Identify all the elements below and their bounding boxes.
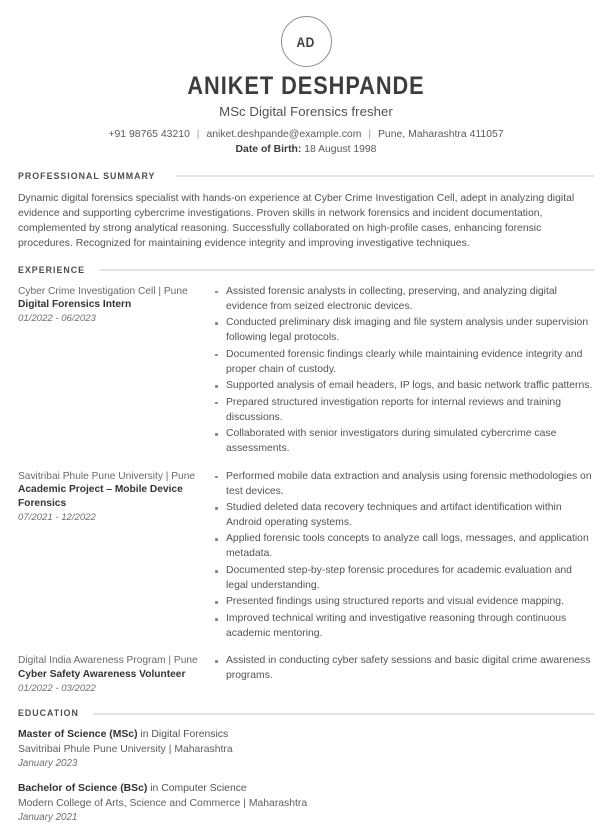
experience-dates: 07/2021 - 12/2022 [18,511,96,523]
bullet-item: Improved technical writing and investigative reasoning through continuous academic mentoring. [212,612,594,642]
experience-dates: 01/2022 - 03/2022 [18,682,96,694]
experience-list [18,285,594,696]
experience-entry [18,470,594,644]
education-entry [18,728,594,771]
bullet-item: Collaborated with senior investigators during simulated cybercrime case assessments. [212,427,594,457]
bullet-item: Presented findings using structured reports and visual evidence mapping. [212,595,594,610]
bullet-item: Assisted forensic analysts in collecting, preserving, and analyzing digital evidence from seized electronic devices. [212,285,594,315]
bullet-list [212,654,594,684]
experience-dates: 01/2022 - 06/2023 [18,313,96,325]
education-list [18,728,594,825]
date-of-birth-line [18,143,594,158]
contact-phone: +91 98765 43210 [108,129,190,141]
section-divider [100,269,594,271]
education-degree-title: Master of Science (MSc) [18,729,138,741]
education-school: Modern College of Arts, Science and Commerce | Maharashtra [18,797,308,809]
experience-bullets [210,470,594,644]
education-date: January 2021 [18,812,78,824]
bullet-item: Documented step-by-step forensic procedures for academic evaluation and legal understanding. [212,564,594,594]
experience-bullets [210,285,594,459]
contact-separator-2: | [368,129,372,141]
contact-separator-1: | [196,129,200,141]
experience-organization: Cyber Crime Investigation Cell | Pune [18,285,188,297]
avatar [281,16,332,67]
education-degree-title: Bachelor of Science (BSc) [18,783,148,795]
experience-meta [18,654,210,695]
contact-email[interactable]: aniket.deshpande@example.com [206,129,362,141]
contact-location: Pune, Maharashtra 411057 [377,129,504,141]
avatar-initials: AD [296,33,316,50]
resume-header [18,0,594,158]
bullet-list [212,470,594,642]
bullet-item: Studied deleted data recovery techniques and artifact identification within Android operating systems. [212,501,594,531]
candidate-headline: MSc Digital Forensics fresher [219,104,393,120]
experience-meta [18,285,210,326]
education-school: Savitribai Phule Pune University | Maharashtra [18,743,233,755]
section-title-summary: PROFESSIONAL SUMMARY [18,170,156,182]
experience-meta [18,470,210,525]
section-title-experience: EXPERIENCE [18,264,86,276]
education-degree [18,782,594,797]
section-divider [176,175,594,177]
bullet-item: Performed mobile data extraction and analysis using forensic methodologies on test devices. [212,470,594,500]
bullet-item: Documented forensic findings clearly while maintaining evidence integrity and proper chain of custody. [212,348,594,378]
section-header-summary [18,171,594,182]
bullet-item: Conducted preliminary disk imaging and file system analysis under supervision following legal protocols. [212,316,594,346]
education-entry [18,782,594,825]
candidate-name: ANIKET DESHPANDE [187,72,425,100]
education-date: January 2023 [18,758,78,770]
date-of-birth-label: Date of Birth: [235,144,302,156]
contact-line [18,128,594,143]
experience-organization: Digital India Awareness Program | Pune [18,655,198,667]
bullet-item: Supported analysis of email headers, IP logs, and basic network traffic patterns. [212,379,594,394]
bullet-item: Prepared structured investigation reports for internal reviews and training discussions. [212,396,594,426]
bullet-item: Assisted in conducting cyber safety sessions and basic digital crime awareness programs. [212,654,594,684]
bullet-item: Applied forensic tools concepts to analyze call logs, messages, and application metadata. [212,532,594,562]
experience-role: Cyber Safety Awareness Volunteer [18,669,186,681]
section-header-education [18,708,594,719]
summary-text: Dynamic digital forensics specialist with hands-on experience at Cyber Crime Investigation Cell, adept in analyzing digital evidence and supporting cybercrime investigations. Proven skills in network forensics and incident documentation, complemented by strong analytical reasoning. Successfully collaborated on high-profile cases, enhancing forensic procedures. Recognized for maintaining evidence integrity and improving investigative techniques. [18,192,575,250]
experience-role: Digital Forensics Intern [18,299,132,311]
experience-bullets [210,654,594,685]
education-degree-field: in Digital Forensics [137,729,229,741]
experience-entry [18,285,594,459]
section-title-education: EDUCATION [18,708,79,720]
date-of-birth-value: 18 August 1998 [301,144,377,156]
education-degree [18,728,594,743]
section-header-experience [18,265,594,276]
education-degree-field: in Computer Science [147,783,247,795]
experience-entry [18,654,594,695]
section-divider [93,713,594,715]
bullet-list [212,285,594,457]
experience-organization: Savitribai Phule Pune University | Pune [18,470,196,482]
experience-role: Academic Project – Mobile Device Forensics [18,484,183,510]
